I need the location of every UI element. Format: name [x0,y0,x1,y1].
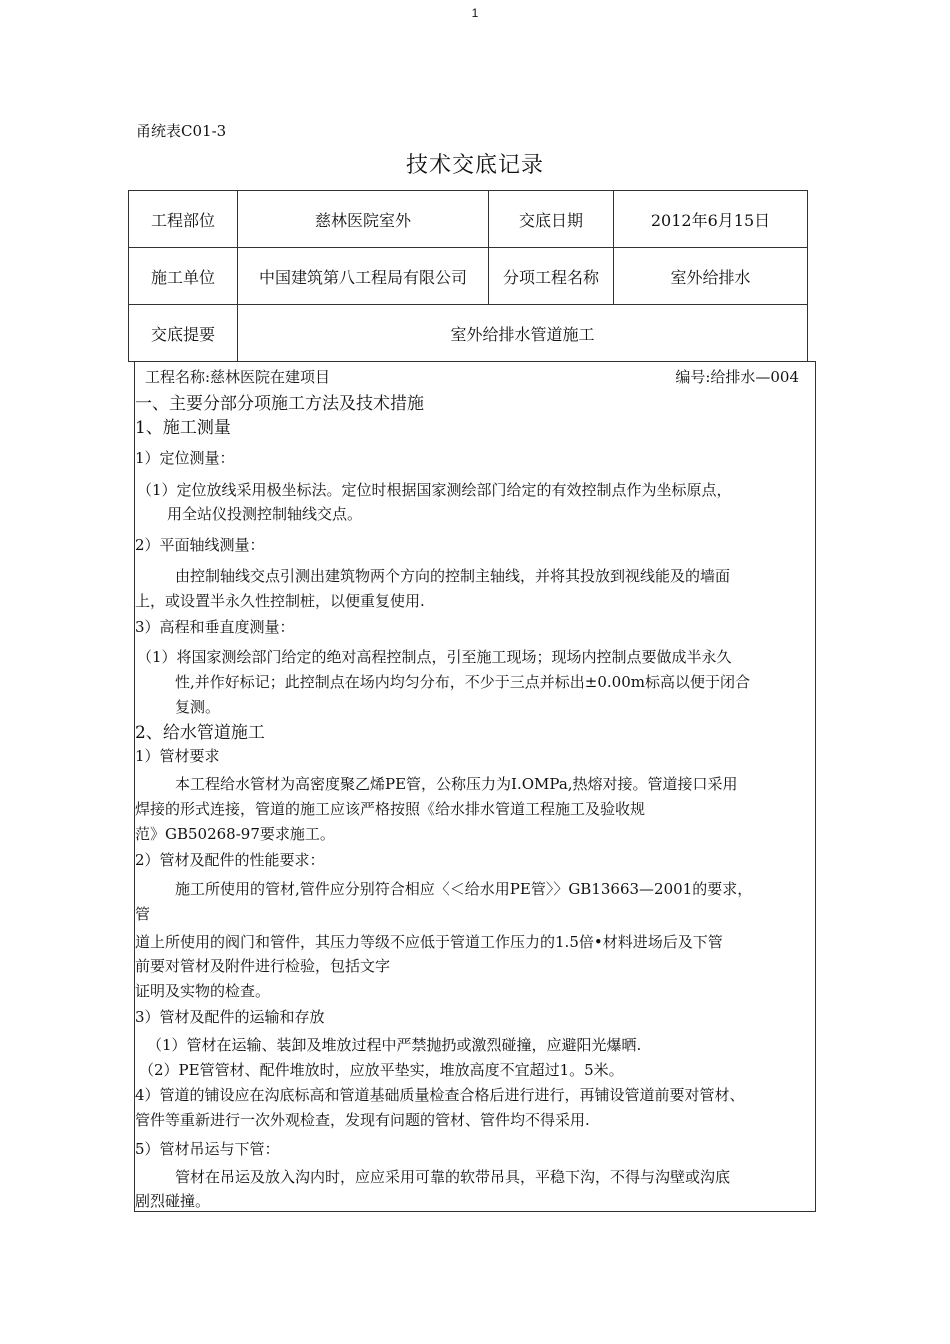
paragraph-line: 性,并作好标记；此控制点在场内均匀分布，不少于三点并标出±0.00m标高以便于闭合 [175,673,750,691]
form-number: 甬统表C01-3 [136,122,227,140]
paragraph-line: （1）定位放线采用极坐标法。定位时根据国家测绘部门给定的有效控制点作为坐标原点， [137,481,732,499]
paragraph-line: 5）管材吊运与下管： [135,1140,280,1158]
paragraph-line: 施工所使用的管材,管件应分别符合相应〈＜给水用PE管〉〉GB13663—2001的要求， [175,880,753,898]
paragraph-line: 管 [135,905,151,923]
paragraph-line: 3）管材及配件的运输和存放 [135,1008,325,1026]
paragraph-line: 2）平面轴线测量： [135,536,265,554]
paragraph-line: 4）管道的铺设应在沟底标高和管道基础质量检查合格后进行进行，再铺设管道前要对管材、 [135,1086,745,1104]
label-contractor: 施工单位 [129,248,238,305]
paragraph-line: 由控制轴线交点引测出建筑物两个方向的控制主轴线，并将其投放到视线能及的墙面 [175,567,731,585]
paragraph-line: 1）定位测量： [135,449,235,467]
paragraph-line: 管件等重新进行一次外观检查，发现有问题的管材、管件均不得采用. [135,1111,590,1129]
paragraph-line: 2）管材及配件的性能要求： [135,851,325,869]
paragraph-line: （1）管材在运输、装卸及堆放过程中严禁抛扔或激烈碰撞，应避阳光爆晒. [147,1036,642,1054]
project-name: 工程名称:慈林医院在建项目 [145,368,331,386]
header-table [128,190,808,362]
subsection-heading: 1、施工测量 [135,418,231,438]
label-summary: 交底提要 [129,305,238,362]
value-contractor: 中国建筑第八工程局有限公司 [238,248,489,305]
paragraph-line: 本工程给水管材为高密度聚乙烯PE管，公称压力为I.OMPa,热熔对接。管道接口采用 [175,775,738,793]
paragraph-line: 范》GB50268-97要求施工。 [135,825,335,843]
table-row [129,248,808,305]
value-project-part: 慈林医院室外 [238,191,489,248]
paragraph-line: 道上所使用的阀门和管件，其压力等级不应低于管道工作压力的1.5倍•材料进场后及下管 [135,933,723,951]
table-row [129,191,808,248]
paragraph-line: 用全站仪投测控制轴线交点。 [167,505,363,523]
table-row [129,305,808,362]
paragraph-line: （2）PE管管材、配件堆放时，应放平垫实，堆放高度不宜超过1。5米。 [139,1061,624,1079]
paragraph-line: 复测。 [175,698,221,716]
value-date: 2012年6月15日 [614,191,808,248]
paragraph-line: 焊接的形式连接，管道的施工应该严格按照《给水排水管道工程施工及验收规 [135,800,646,818]
page-number: 1 [471,6,479,20]
value-summary: 室外给排水管道施工 [238,305,808,362]
document-title: 技术交底记录 [405,153,544,178]
label-project-part: 工程部位 [129,191,238,248]
paragraph-line: 上，或设置半永久性控制桩，以便重复使用. [135,592,425,610]
paragraph-line: 1）管材要求 [135,747,220,765]
paragraph-line: 管材在吊运及放入沟内时，应应采用可靠的软带吊具，平稳下沟，不得与沟壁或沟底 [175,1168,731,1186]
paragraph-line: 剧烈碰撞。 [135,1192,211,1210]
content-box [134,361,816,1212]
paragraph-line: 证明及实物的检查。 [135,982,271,1000]
label-date: 交底日期 [489,191,614,248]
subsection-heading: 2、给水管道施工 [135,723,265,743]
paragraph-line: 前要对管材及附件进行检验，包括文字 [135,957,391,975]
label-subproject: 分项工程名称 [489,248,614,305]
paragraph-line: （1）将国家测绘部门给定的绝对高程控制点，引至施工现场；现场内控制点要做成半永久 [137,648,732,666]
value-subproject: 室外给排水 [614,248,808,305]
paragraph-line: 3）高程和垂直度测量： [135,618,295,636]
document-code: 编号:给排水—004 [675,368,799,386]
section-heading: 一、主要分部分项施工方法及技术措施 [135,394,424,414]
